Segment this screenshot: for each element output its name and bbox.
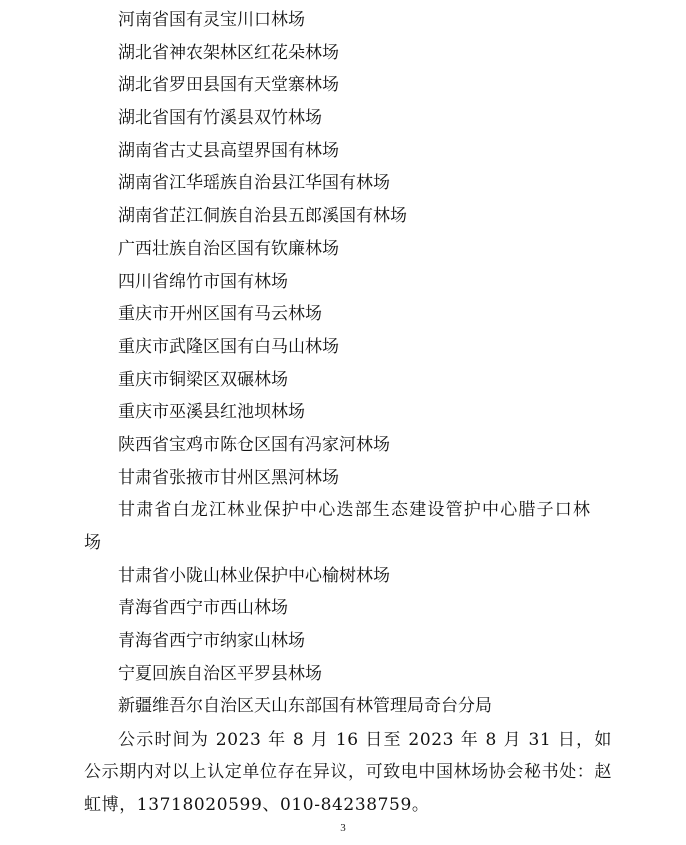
list-item: 青海省西宁市西山林场	[118, 598, 288, 619]
list-item: 甘肃省张掖市甘州区黑河林场	[118, 467, 339, 488]
list-item: 湖北省国有竹溪县双竹林场	[118, 108, 322, 129]
notice-paragraph: 公示时间为 2023 年 8 月 16 日至 2023 年 8 月 31 日，如公示期内对以上认定单位存在异议，可致电中国林场协会秘书处：赵虹博，13718020599、010-84238759。	[84, 730, 612, 815]
list-item: 重庆市武隆区国有白马山林场	[118, 336, 339, 357]
list-item: 湖南省芷江侗族自治县五郎溪国有林场	[118, 206, 407, 227]
list-item: 湖北省神农架林区红花朵林场	[118, 42, 339, 63]
list-item: 青海省西宁市纳家山林场	[118, 631, 305, 652]
list-item: 陕西省宝鸡市陈仓区国有冯家河林场	[118, 434, 390, 455]
list-item: 重庆市开州区国有马云林场	[118, 304, 322, 325]
list-item: 河南省国有灵宝川口林场	[118, 10, 305, 30]
list-item: 新疆维吾尔自治区天山东部国有林管理局奇台分局	[118, 696, 492, 717]
list-item: 湖北省罗田县国有天堂寨林场	[118, 75, 339, 96]
list-item: 重庆市巫溪县红池坝林场	[118, 402, 305, 423]
list-item: 重庆市铜梁区双碾林场	[118, 369, 288, 390]
list-item: 湖南省古丈县高望界国有林场	[118, 140, 339, 161]
page-number: 3	[340, 822, 346, 834]
list-item: 甘肃省小陇山林业保护中心榆树林场	[118, 565, 390, 586]
forest-farm-list	[0, 4, 686, 723]
list-item: 广西壮族自治区国有钦廉林场	[118, 238, 339, 259]
list-item: 宁夏回族自治区平罗县林场	[118, 663, 322, 684]
list-item: 四川省绵竹市国有林场	[118, 271, 288, 292]
list-item-wrapped: 甘肃省白龙江林业保护中心迭部生态建设管护中心腊子口林场	[84, 500, 592, 554]
list-item: 湖南省江华瑶族自治县江华国有林场	[118, 173, 390, 194]
